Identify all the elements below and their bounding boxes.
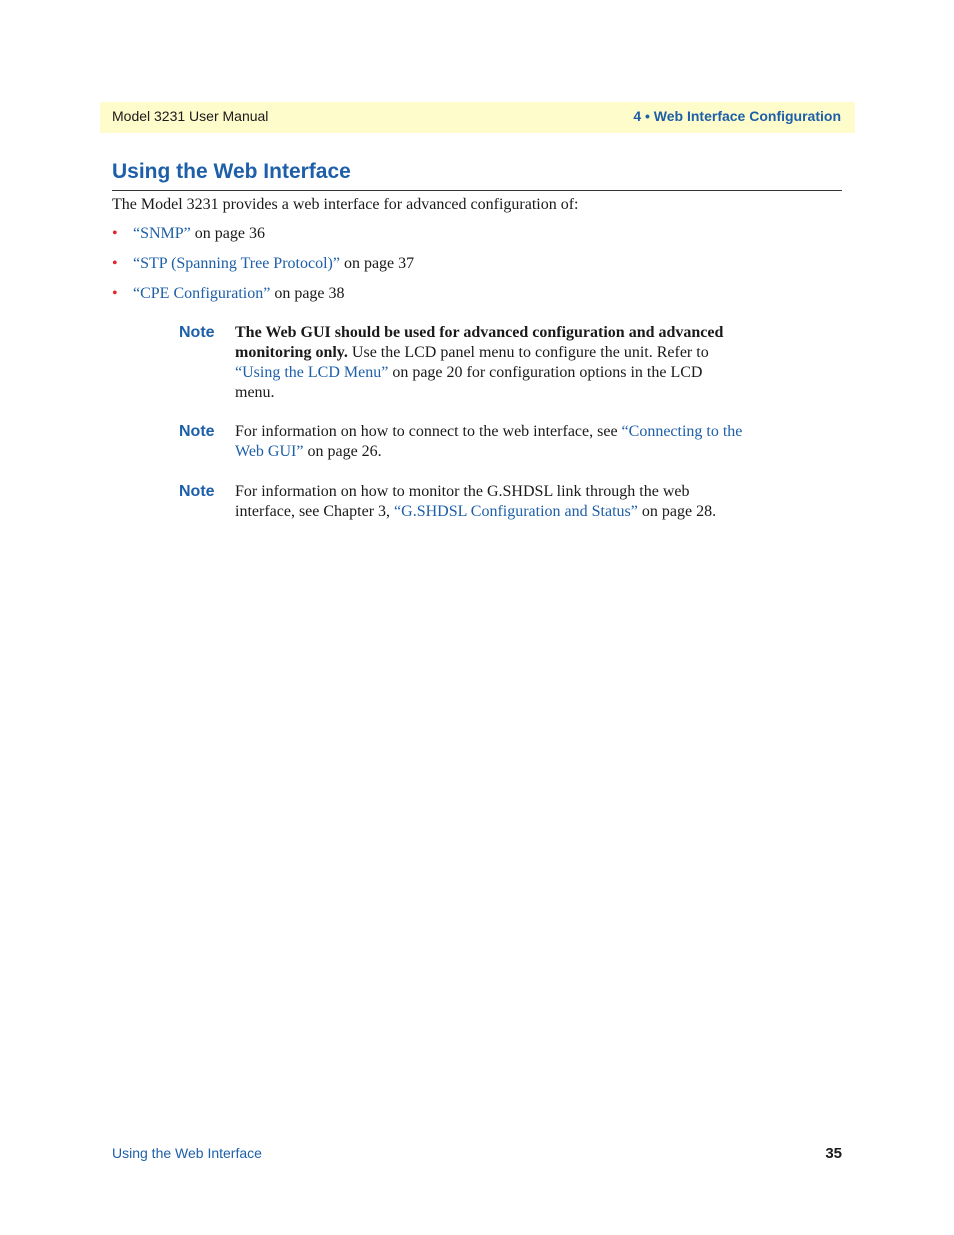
footer-section-name: Using the Web Interface <box>112 1145 262 1161</box>
intro-paragraph: The Model 3231 provides a web interface for advanced configuration of: <box>112 196 579 213</box>
cpe-configuration-link[interactable]: “CPE Configuration” <box>133 285 271 302</box>
note-label: Note <box>179 483 215 500</box>
chapter-title: 4 • Web Interface Configuration <box>633 108 841 124</box>
running-header <box>100 102 855 133</box>
page-reference: on page 36 <box>190 225 265 242</box>
manual-title: Model 3231 User Manual <box>112 108 269 124</box>
heading-rule <box>112 190 842 191</box>
note-body <box>235 482 745 522</box>
bullet-marker: • <box>112 225 118 242</box>
lcd-menu-link[interactable]: “Using the LCD Menu” <box>235 364 389 381</box>
note-text: Use the LCD panel menu to configure the unit. Refer to <box>347 344 709 361</box>
gshdsl-configuration-link[interactable]: “G.SHDSL Configuration and Status” <box>394 503 638 520</box>
note-label: Note <box>179 324 215 341</box>
page-reference: on page 38 <box>270 285 345 302</box>
list-item <box>112 224 265 244</box>
section-heading: Using the Web Interface <box>112 160 351 183</box>
bullet-marker: • <box>112 255 118 272</box>
connecting-web-gui-link[interactable]: “Connecting to the Web GUI” <box>235 423 743 460</box>
page-number: 35 <box>825 1145 842 1162</box>
note-text: For information on how to monitor the G.SHDSL link through the web interface, see Chapter 3, <box>235 483 690 520</box>
list-item <box>112 254 414 274</box>
bullet-marker: • <box>112 285 118 302</box>
note-emphasis: The Web GUI should be used for advanced configuration and advanced monitoring only. <box>235 324 724 361</box>
note-label: Note <box>179 423 215 440</box>
snmp-link[interactable]: “SNMP” <box>133 225 191 242</box>
note-text: on page 20 for configuration options in the LCD menu. <box>235 364 703 401</box>
page-reference: on page 37 <box>339 255 415 272</box>
note-text: on page 26. <box>303 443 382 460</box>
list-item <box>112 284 345 304</box>
note-body <box>235 422 745 462</box>
note-text: on page 28. <box>637 503 717 520</box>
note-body <box>235 323 745 403</box>
stp-link[interactable]: “STP (Spanning Tree Protocol)” <box>133 255 340 272</box>
note-text: For information on how to connect to the web interface, see <box>235 423 622 440</box>
